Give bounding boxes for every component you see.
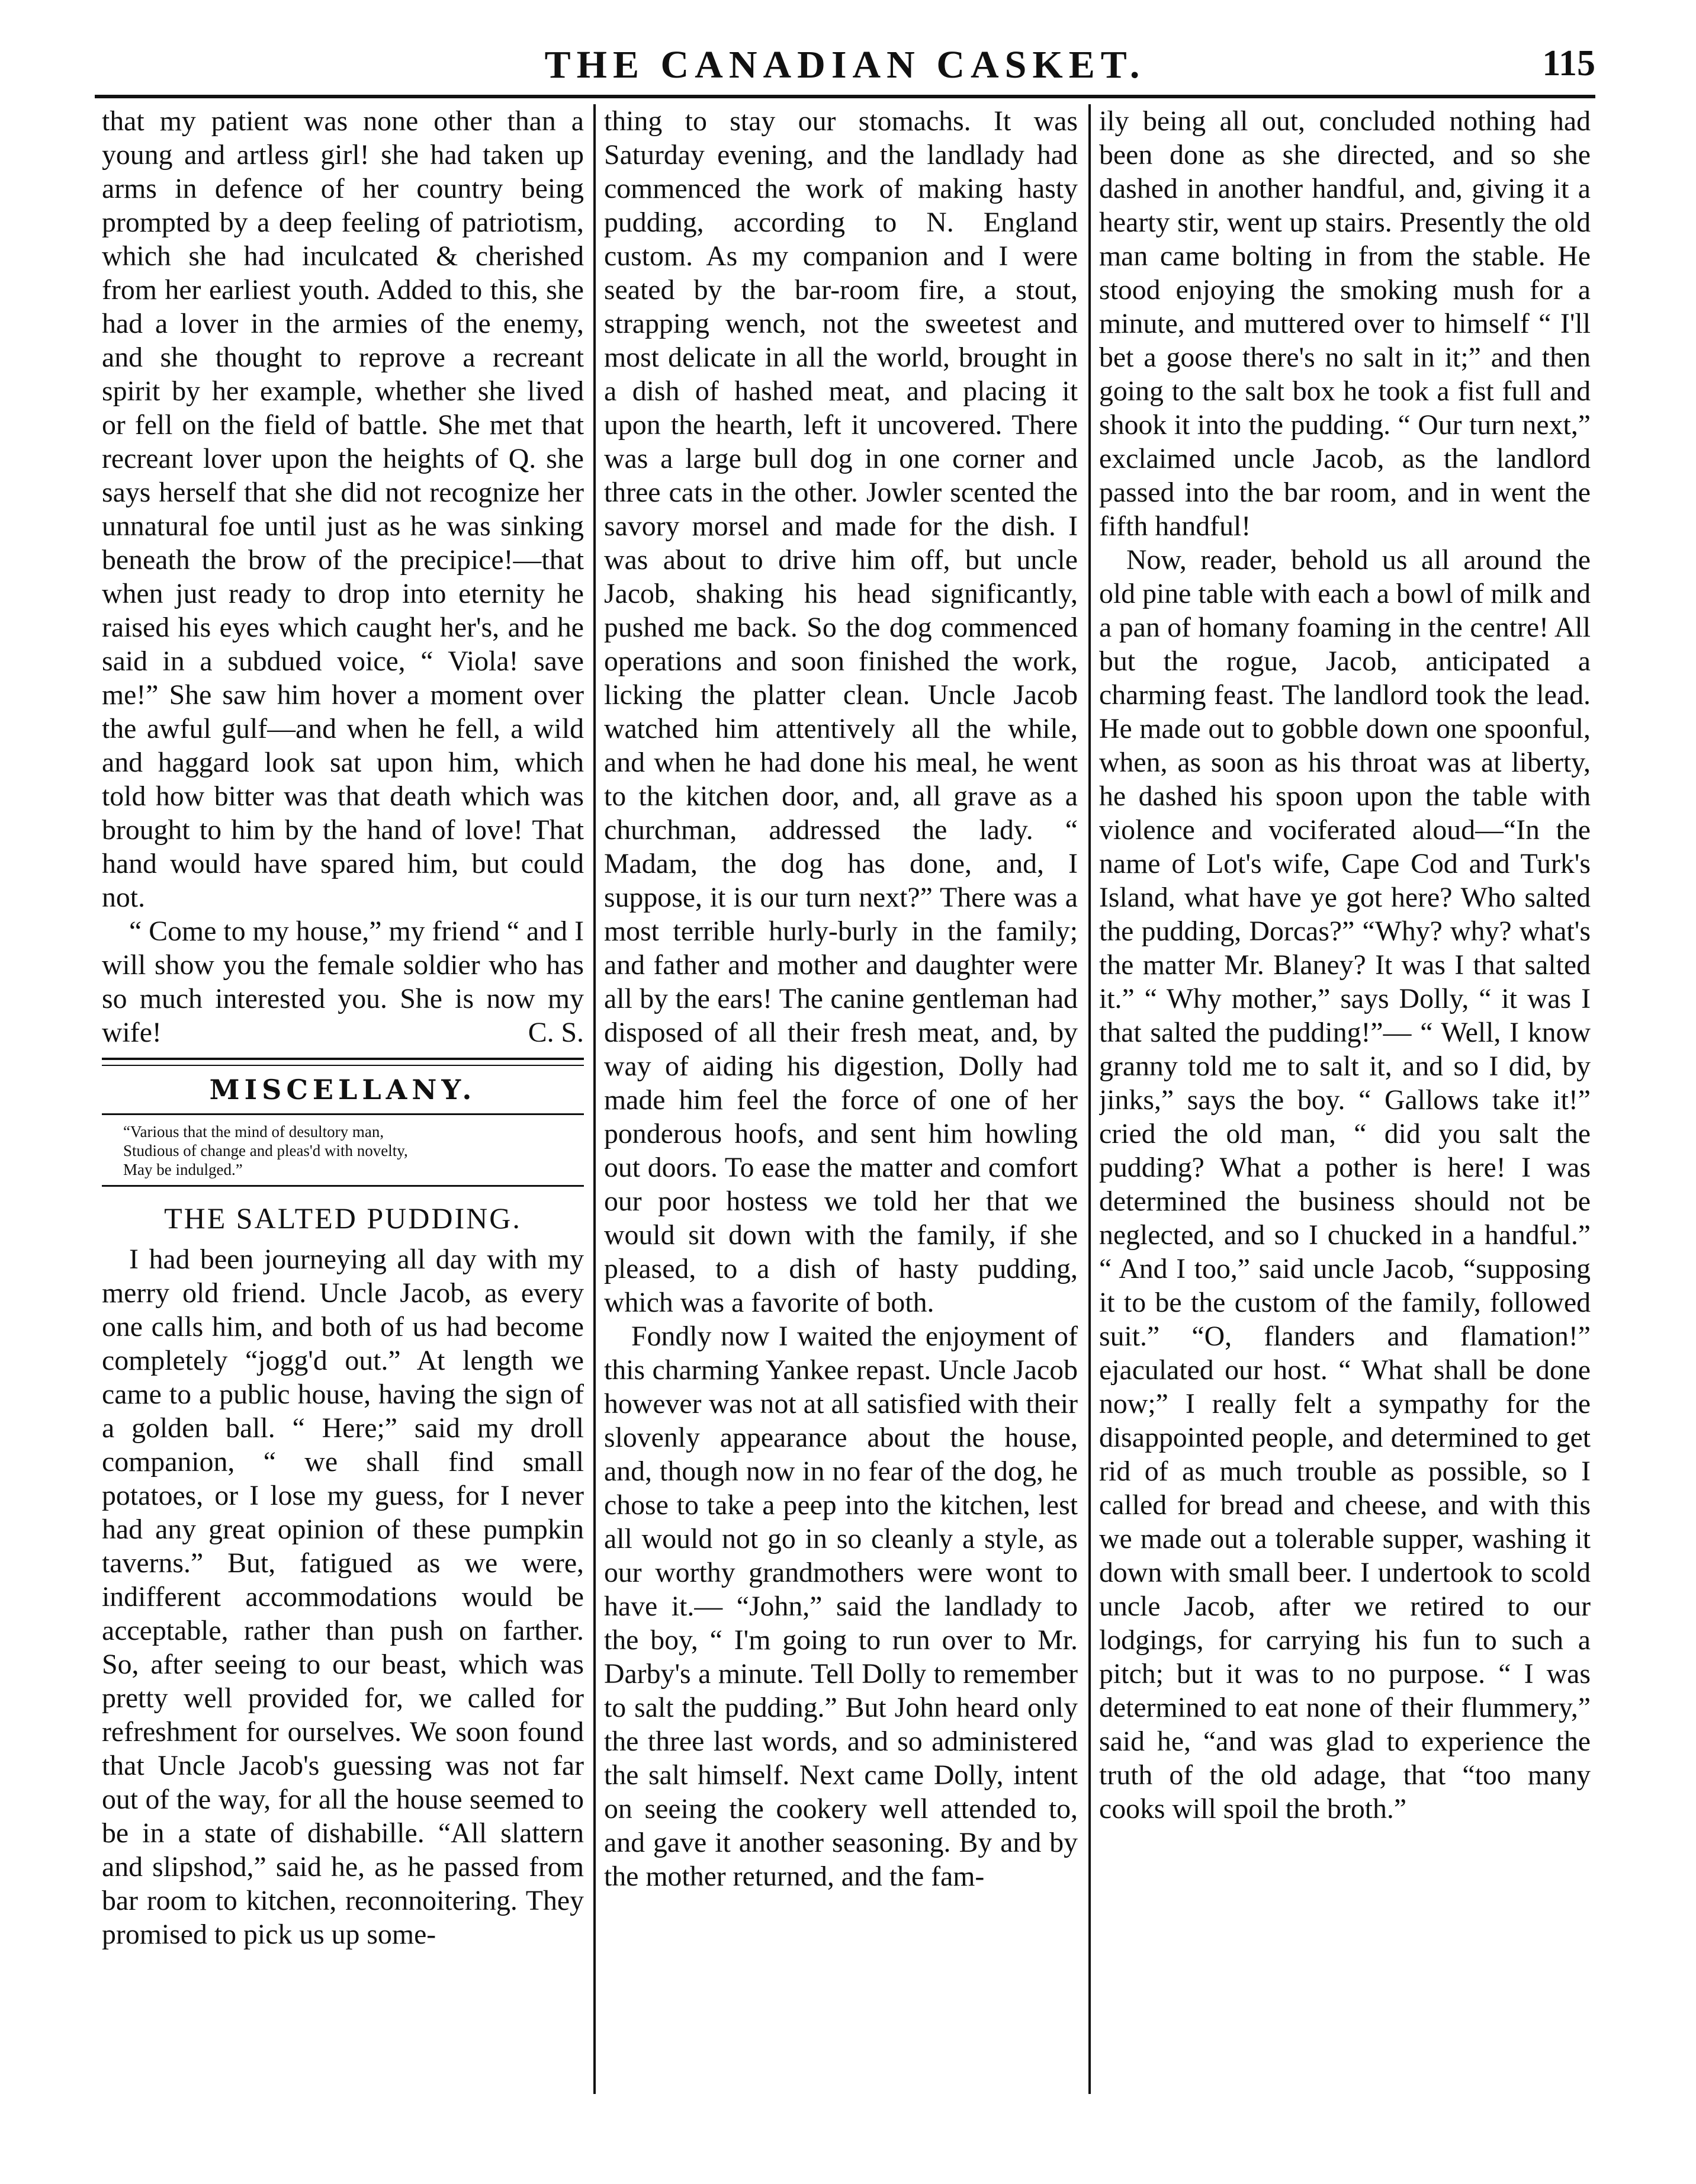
page-number: 115 [1542,43,1595,83]
epigraph-line: May be indulged.” [123,1161,243,1178]
article-title: THE SALTED PUDDING. [164,1202,522,1235]
running-head [95,43,1595,99]
article-paragraph: Now, reader, behold us all around the old pine table with each a bowl of milk and a pan of homany foaming in the centre! All but the rogue, Jacob, anticipated a charming feast. The landlord took the lead. He made out to gobble down one spoonful, when, as soon as his throat was at liberty, he dashed his spoon upon the table with violence and vociferated aloud—“In the name of Lot's wife, Cape Cod and Turk's Island, what have ye got here? Who salted the pudding, Dorcas?” “Why? why? what's the matter Mr. Blaney? It was I that salted it.” “ Why mother,” says Dolly, “ it was I that salted the pudding!”— “ Well, I know granny told me to salt it, and so I did, by jinks,” says the boy. “ Gallows take it!” cried the old man, “ did you salt the pudding? What a pother is here! I was determined the business should not be neglected, and so I chucked in a handful.” “ And I too,” said uncle Jacob, “supposing it to be the custom of the family, followed suit.” “O, flanders and flamation!” ejaculated our host. “ What shall be done now;” I really felt a sympathy for the disappointed people, and determined to get rid of as much trouble as possible, so I called for bread and cheese, and with this we made out a tolerable supper, washing it down with small beer. I undertook to scold uncle Jacob, after we retired to our lodgings, for carrying his fun to such a pitch; but it was to no purpose. “ I was determined to eat none of their flummery,” said he, “and was glad to experience the truth of the old adage, that “too many cooks will spoil the broth.” [1099,544,1591,1825]
column-divider-2 [1088,104,1091,2094]
article-paragraph: ily being all out, concluded nothing had been done as she directed, and so she dashed in another handful, and, giving it a hearty stir, went up stairs. Presently the old man came bolting in from the stable. He stood enjoying the smoking mush for a minute, and muttered over to himself “ I'll bet a goose there's no salt in it;” and then going to the salt box he took a fist full and shook it into the pudding. “ Our turn next,” exclaimed uncle Jacob, as the landlord passed into the bar room, and in went the fifth handful! [1099,105,1591,542]
story-closing-text: “ Come to my house,” my friend “ and I will show you the female soldier who has so much interested you. She is now my wife! [102,916,584,1048]
column-1 [102,104,584,2106]
heading-rule [102,1113,584,1115]
section-divider [102,1058,584,1066]
epigraph-line: “Various that the mind of desultory man, [123,1123,384,1141]
story-continuation-paragraph: that my patient was none other than a young and artless girl! she had taken up arms in defence of her country being prompted by a deep feeling of patriotism, which she had inculcated & cherished from her earliest youth. Added to this, she had a lover in the armies of the enemy, and she thought to reprove a recreant spirit by her example, whether she lived or fell on the field of battle. She met that recreant lover upon the heights of Q. she says herself that she did not recognize her unnatural foe until just as he was sinking beneath the brow of the precipice!—that when just ready to drop into eternity he raised his eyes which caught her's, and he said in a subdued voice, “ Viola! save me!” She saw him hover a moment over the awful gulf—and when he fell, a wild and haggard look sat upon him, which told how bitter was that death which was brought to him by the hand of love! That hand would have spared him, but could not. [102,105,584,913]
column-2 [604,104,1078,2106]
story-closing-paragraph [102,914,584,1049]
epigraph-rule [102,1185,584,1187]
epigraph [102,1122,584,1179]
section-heading-miscellany: MISCELLANY. [209,1074,477,1106]
header-rule [95,95,1595,98]
author-signature: C. S. [528,1017,584,1048]
publication-title: THE CANADIAN CASKET. [544,43,1146,86]
article-paragraph: I had been journeying all day with my merry old friend. Uncle Jacob, as every one calls him, and both of us had become completely “jogg'd out.” At length we came to a public house, having the sign of a golden ball. “ Here;” said my droll companion, “ we shall find small potatoes, or I lose my guess, for I never had any great opinion of these pumpkin taverns.” But, fatigued as we were, indifferent accommodations would be acceptable, rather than push on farther. So, after seeing to our beast, which was pretty well provided for, we called for refreshment for ourselves. We soon found that Uncle Jacob's guessing was not far out of the way, for all the house seemed to be in a state of dishabille. “All slattern and slipshod,” said he, as he passed from bar room to kitchen, reconnoitering. They promised to pick us up some- [102,1244,584,1950]
column-3 [1099,104,1591,2106]
column-divider-1 [593,104,596,2094]
article-paragraph: thing to stay our stomachs. It was Saturday evening, and the landlady had commenced the work of making hasty pudding, according to N. England custom. As my companion and I were seated by the bar-room fire, a stout, strapping wench, not the sweetest and most delicate in all the world, brought in a dish of hashed meat, and placing it upon the hearth, left it uncovered. There was a large bull dog in one corner and three cats in the other. Jowler scented the savory morsel and made for the dish. I was about to drive him off, but uncle Jacob, shaking his head significantly, pushed me back. So the dog commenced operations and soon finished the work, licking the platter clean. Uncle Jacob watched him attentively all the while, and when he had done his meal, he went to the kitchen door, and, all grave as a churchman, addressed the lady. “ Madam, the dog has done, and, I suppose, it is our turn next?” There was a most terrible hurly-burly in the family; and father and mother and daughter were all by the ears! The canine gentleman had disposed of all their fresh meat, and, by way of aiding his digestion, Dolly had made him feel the force of one of her ponderous hoofs, and sent him howling out doors. To ease the matter and comfort our poor hostess we told her that we would sit down with the family, if she pleased, to a dish of hasty pudding, which was a favorite of both. [604,105,1078,1318]
article-paragraph: Fondly now I waited the enjoyment of this charming Yankee repast. Uncle Jacob however was not at all satisfied with their slovenly appearance about the house, and, though now in no fear of the dog, he chose to take a peep into the kitchen, lest all would not go in so cleanly a style, as our worthy grandmothers were wont to have it.— “John,” said the landlady to the boy, “ I'm going to run over to Mr. Darby's a minute. Tell Dolly to remember to salt the pudding.” But John heard only the three last words, and so administered the salt himself. Next came Dolly, intent on seeing the cookery well attended to, and gave it another seasoning. By and by the mother returned, and the fam- [604,1321,1078,1892]
epigraph-line: Studious of change and pleas'd with novelty, [123,1142,408,1160]
